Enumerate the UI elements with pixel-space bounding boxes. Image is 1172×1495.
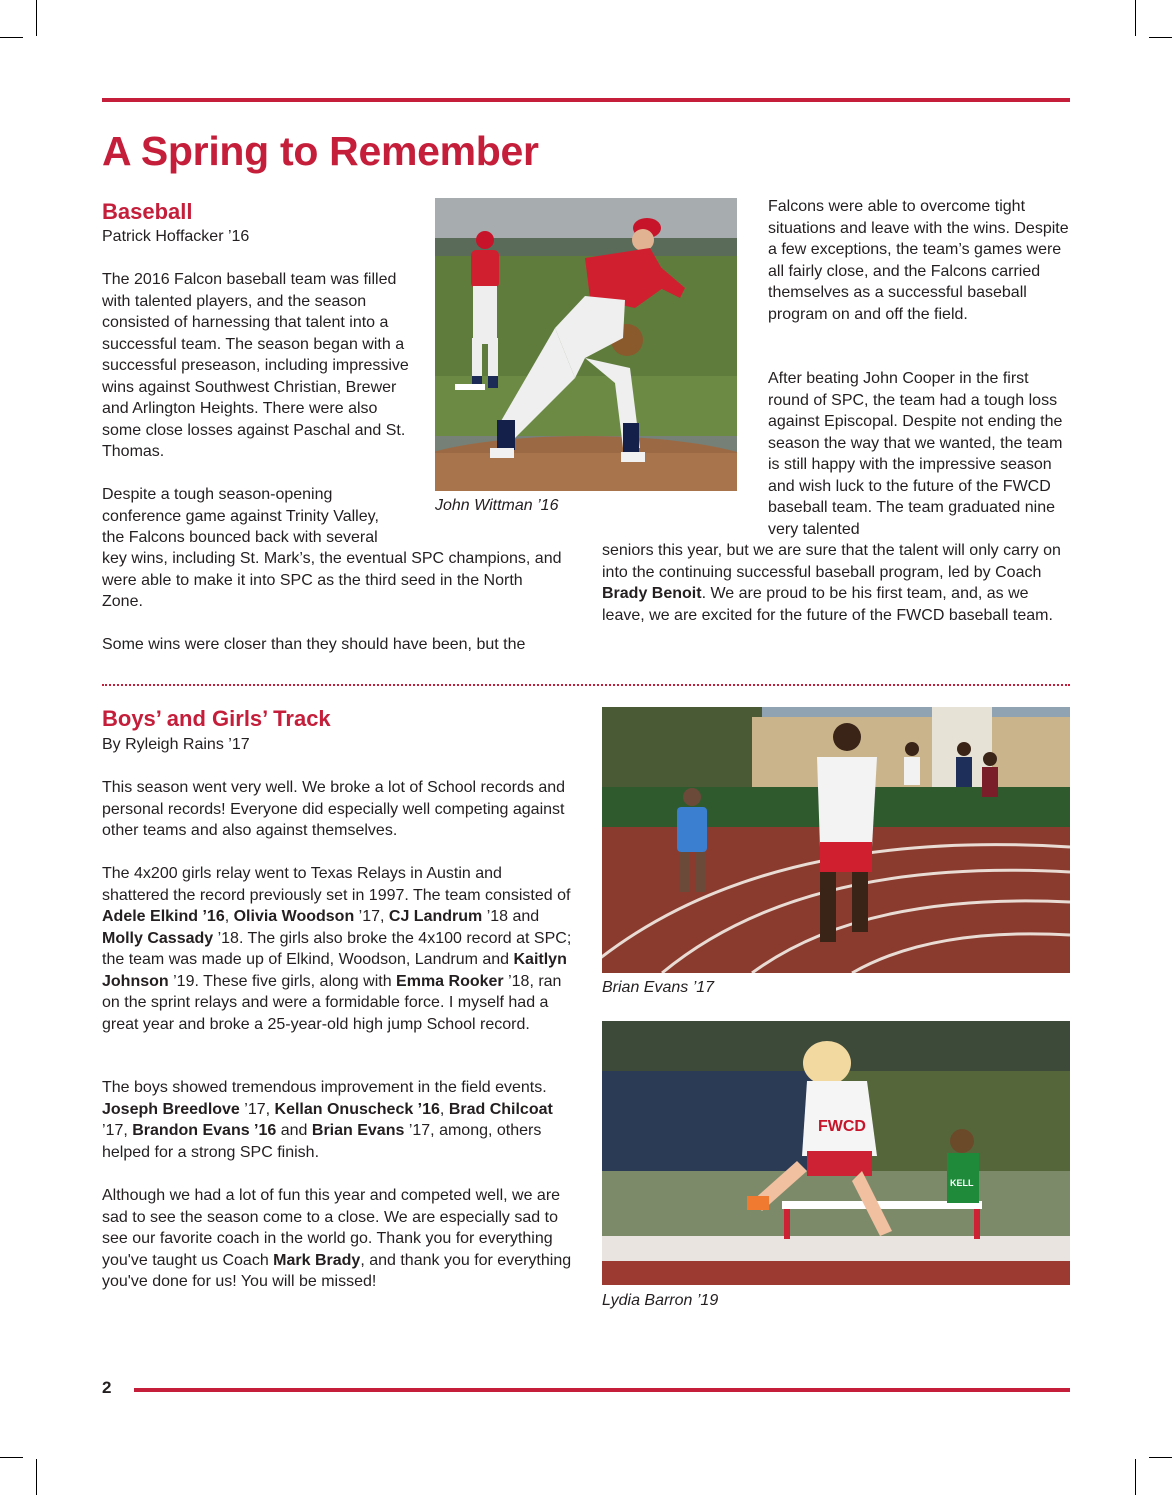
bold-name: Kellan Onuscheck ’16 xyxy=(274,1100,440,1118)
bold-name: Brandon Evans ’16 xyxy=(132,1122,277,1139)
text-run: , xyxy=(439,1100,449,1118)
baseball-paragraph-1: The 2016 Falcon baseball team was filled with talented players, and the season consisted of harnessing that talent into a successful team. The season began with a successful preseason, including impressive wins against Southwest Christian, Brewer and Arlington Heights. There were also some close losses against Paschal and St. Thomas. xyxy=(102,271,409,460)
crop-mark-bottom-left-v xyxy=(36,1459,37,1495)
bold-name: Mark Brady xyxy=(273,1251,361,1269)
track-byline: By Ryleigh Rains ’17 xyxy=(102,736,250,753)
text-run: ’18, ran on the sprint relays and were a formidable force. I myself had a great year and broke a 25-year-old high jump School record. xyxy=(102,972,562,1033)
text-run: ’17, xyxy=(239,1100,275,1118)
text-run: ’17, xyxy=(102,1122,133,1139)
crop-mark-bottom-left-h xyxy=(0,1457,23,1458)
baseball-photo xyxy=(435,198,737,491)
baseball-right-paragraph-3: seniors this year, but we are sure that the talent will only carry on into the continuing successful baseball program, led by Coach Brady Benoit. We are proud to be his first team, and, as we leave, we are excited for the future of the FWCD baseball team. xyxy=(602,542,1061,624)
bold-name: Joseph Breedlove xyxy=(102,1100,240,1118)
coach-name-brady-benoit: Brady Benoit xyxy=(602,585,702,602)
crop-mark-bottom-right-v xyxy=(1135,1459,1136,1495)
page-number: 2 xyxy=(102,1378,112,1397)
page-title: A Spring to Remember xyxy=(102,128,539,174)
bold-name: Adele Elkind ’16 xyxy=(102,908,225,925)
section-divider xyxy=(102,684,1070,686)
text-run: The 4x200 girls relay went to Texas Relays in Austin and shattered the record previously set in 1997. The team consisted of xyxy=(102,865,571,904)
runner-bib-text: KELL xyxy=(950,1178,974,1188)
crop-mark-top-left-h xyxy=(0,37,23,38)
bold-name: CJ Landrum xyxy=(388,908,483,925)
bold-name: Brad Chilcoat xyxy=(448,1100,553,1118)
bold-name: Brian Evans xyxy=(311,1122,405,1139)
text-run: ’18. The girls also broke the 4x100 record at SPC; the team was made up of Elkind, Woodson, Landrum and xyxy=(102,929,572,968)
text-run: ’18 and xyxy=(482,908,540,925)
hurdler-bib-text: FWCD xyxy=(818,1118,866,1135)
baseball-paragraph-2a: Despite a tough season-opening conference game against Trinity Valley, the Falcons bounced back with several xyxy=(102,486,379,546)
baseball-heading: Baseball xyxy=(102,199,193,224)
track-heading: Boys’ and Girls’ Track xyxy=(102,706,331,731)
crop-mark-top-left-v xyxy=(36,0,37,36)
text-run: ’17, xyxy=(354,908,389,925)
bottom-rule xyxy=(134,1388,1070,1392)
track-paragraph-2 xyxy=(102,863,572,1035)
bold-name: Kaitlyn Johnson xyxy=(102,951,567,990)
text-run: Although we had a lot of fun this year and competed well, we are sad to see the season come to a close. We are especially sad to see our favorite coach in the world go. Thank you for everything you've taught us Coach xyxy=(102,1187,561,1269)
baseball-right-paragraph-1: Falcons were able to overcome tight situations and leave with the wins. Despite a few exceptions, the team’s games were all fairly close, and the Falcons carried themselves as a successful baseball program on and off the field. xyxy=(768,198,1069,323)
text-run: , xyxy=(224,908,234,925)
text-run: and xyxy=(276,1122,312,1139)
baseball-paragraph-3: Some wins were closer than they should have been, but the xyxy=(102,636,526,653)
text-run: ’17, among, others helped for a strong SPC finish. xyxy=(102,1122,542,1161)
baseball-byline: Patrick Hoffacker ’16 xyxy=(102,228,250,245)
bold-name: Olivia Woodson xyxy=(233,908,355,925)
track-paragraph-1: This season went very well. We broke a lot of School records and personal records! Everyone did especially well competing against other teams and also against themselves. xyxy=(102,779,566,839)
text-run: , and thank you for everything you've done for us! You will be missed! xyxy=(102,1251,572,1290)
track-photo-sprinters xyxy=(602,707,1070,973)
track-photo-2-caption: Lydia Barron ’19 xyxy=(602,1292,719,1309)
track-photo-hurdler xyxy=(602,1021,1070,1285)
crop-mark-top-right-v xyxy=(1135,0,1136,36)
track-paragraph-3 xyxy=(102,1077,572,1163)
baseball-paragraph-2b: key wins, including St. Mark’s, the eventual SPC champions, and were able to make it into SPC as the third seed in the North Zone. xyxy=(102,550,562,610)
text-run: The boys showed tremendous improvement in the field events. xyxy=(102,1079,547,1096)
crop-mark-bottom-right-h xyxy=(1149,1457,1172,1458)
bold-name: Molly Cassady xyxy=(102,929,214,947)
track-photo-1-caption: Brian Evans ’17 xyxy=(602,979,715,996)
crop-mark-top-right-h xyxy=(1149,37,1172,38)
track-paragraph-4 xyxy=(102,1185,572,1293)
text-run: ’19. These five girls, along with xyxy=(168,972,397,990)
bold-name: Emma Rooker xyxy=(396,972,504,990)
baseball-photo-caption: John Wittman ’16 xyxy=(435,497,559,514)
top-rule xyxy=(102,98,1070,102)
baseball-right-paragraph-2: After beating John Cooper in the first round of SPC, the team had a tough loss against Episcopal. Despite not ending the season the way that we wanted, the team is still happy with the impressive season and wish luck to the future of the FWCD baseball team. The team graduated nine very talented xyxy=(768,370,1063,538)
